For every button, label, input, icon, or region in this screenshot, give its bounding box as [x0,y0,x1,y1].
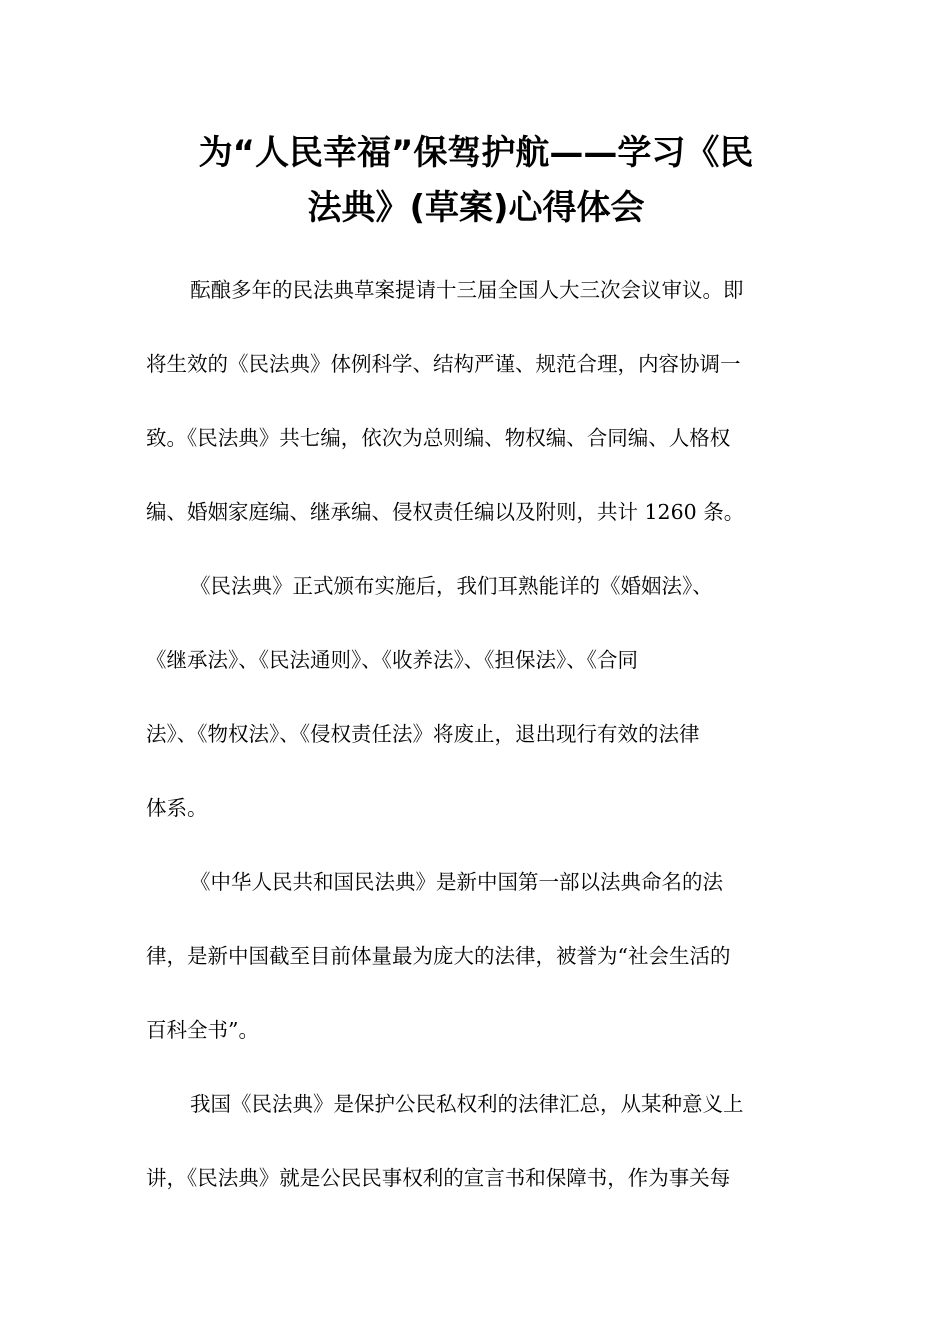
paragraph-3 [146,845,806,1067]
text-line: 讲，《民法典》就是公民民事权利的宣言书和保障书，作为事关每 [146,1166,731,1190]
title-line-2: 法典》(草案)心得体会 [307,188,645,228]
text-line: 《民法典》正式颁布实施后，我们耳熟能详的《婚姻法》、 [190,574,713,598]
title-line-1: 为“人民幸福”保驾护航——学习《民 [198,133,754,173]
text-line: 律，是新中国截至目前体量最为庞大的法律，被誉为“社会生活的 [146,944,731,968]
text-line: 体系。 [146,796,208,820]
paragraph-1 [146,253,806,549]
text-line: 《中华人民共和国民法典》是新中国第一部以法典命名的法 [190,870,723,894]
paragraph-2 [146,549,806,845]
text-line: 百科全书”。 [146,1018,259,1042]
text-line: 将生效的《民法典》体例科学、结构严谨、规范合理，内容协调一 [146,352,741,376]
document-body [146,253,806,1215]
document-title [146,126,806,236]
text-line: 致。《民法典》共七编，依次为总则编、物权编、合同编、人格权 [146,426,731,450]
text-line: 我国《民法典》是保护公民私权利的法律汇总，从某种意义上 [190,1092,744,1116]
text-line: 酝酿多年的民法典草案提请十三届全国人大三次会议审议。即 [190,278,744,302]
paragraph-4 [146,1067,806,1215]
text-line: 《继承法》、《民法通则》、《收养法》、《担保法》、《合同 [146,648,638,672]
text-line: 法》、《物权法》、《侵权责任法》将废止，退出现行有效的法律 [146,722,700,746]
text-line: 编、婚姻家庭编、继承编、侵权责任编以及附则，共计 1260 条。 [146,500,745,524]
document-page [146,0,806,1344]
